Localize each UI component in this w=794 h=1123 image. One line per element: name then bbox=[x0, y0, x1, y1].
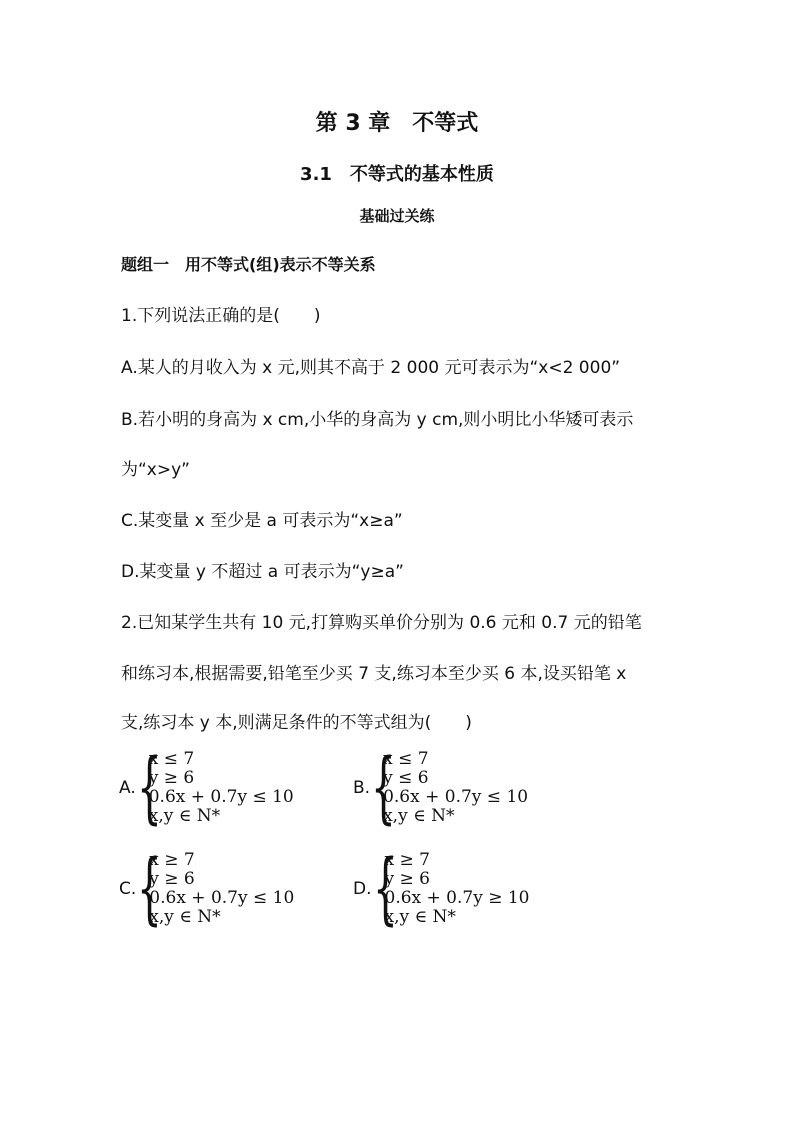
system-line: 0.6x + 0.7y ≥ 10 bbox=[384, 888, 530, 908]
q1-option-a: A.某人的月收入为 x 元,则其不高于 2 000 元可表示为“x<2 000” bbox=[121, 358, 621, 378]
group-title: 题组一 用不等式(组)表示不等关系 bbox=[121, 255, 376, 274]
system-line: x ≤ 7 bbox=[148, 749, 195, 769]
subtitle: 基础过关练 bbox=[359, 207, 435, 225]
system-line: 0.6x + 0.7y ≤ 10 bbox=[148, 787, 294, 807]
system-line: x ≥ 7 bbox=[149, 850, 195, 870]
inequality-system bbox=[149, 750, 294, 826]
system-line: x,y ∈ N* bbox=[384, 907, 456, 927]
system-line: x ≥ 7 bbox=[384, 850, 430, 870]
system-line: x,y ∈ N* bbox=[148, 806, 221, 826]
q1-option-d: D.某变量 y 不超过 a 可表示为“y≥a” bbox=[121, 562, 404, 582]
q2-stem-line2: 和练习本,根据需要,铅笔至少买 7 支,练习本至少买 6 本,设买铅笔 x bbox=[121, 664, 627, 684]
system-line: 0.6x + 0.7y ≤ 10 bbox=[149, 888, 295, 908]
inequality-system bbox=[385, 851, 530, 927]
q2-stem-line1: 2.已知某学生共有 10 元,打算购买单价分别为 0.6 元和 0.7 元的铅笔 bbox=[121, 613, 642, 633]
chapter-title: 第 3 章 不等式 bbox=[315, 111, 479, 136]
option-letter: A. bbox=[119, 778, 136, 798]
brace-symbol: { bbox=[137, 844, 163, 934]
q2-stem-line3: 支,练习本 y 本,则满足条件的不等式组为( ) bbox=[121, 713, 472, 733]
system-line: x,y ∈ N* bbox=[383, 806, 455, 826]
brace-symbol: { bbox=[372, 844, 398, 934]
option-letter: B. bbox=[353, 778, 371, 798]
q2-option-d bbox=[353, 844, 530, 934]
q1-option-c: C.某变量 x 至少是 a 可表示为“x≥a” bbox=[121, 511, 403, 531]
system-line: x ≤ 7 bbox=[383, 749, 429, 769]
system-line: y ≤ 6 bbox=[383, 768, 429, 788]
system-line: 0.6x + 0.7y ≤ 10 bbox=[383, 787, 529, 807]
section-title: 3.1 不等式的基本性质 bbox=[300, 164, 494, 185]
system-line: y ≥ 6 bbox=[148, 768, 195, 788]
q2-option-c bbox=[119, 844, 295, 934]
q1-stem: 1.下列说法正确的是( ) bbox=[121, 306, 321, 326]
system-line: y ≥ 6 bbox=[384, 869, 430, 889]
q2-option-a bbox=[119, 743, 294, 833]
system-line: x,y ∈ N* bbox=[149, 907, 221, 927]
inequality-system bbox=[149, 851, 294, 927]
q2-option-b bbox=[353, 743, 529, 833]
system-line: y ≥ 6 bbox=[149, 869, 195, 889]
q1-option-b-line2: 为“x>y” bbox=[121, 460, 190, 480]
inequality-system bbox=[383, 750, 528, 826]
brace-symbol: { bbox=[371, 743, 396, 833]
q1-option-b-line1: B.若小明的身高为 x cm,小华的身高为 y cm,则小明比小华矮可表示 bbox=[121, 410, 634, 430]
option-letter: C. bbox=[119, 879, 137, 899]
option-letter: D. bbox=[353, 879, 372, 899]
brace-symbol: { bbox=[136, 743, 162, 833]
